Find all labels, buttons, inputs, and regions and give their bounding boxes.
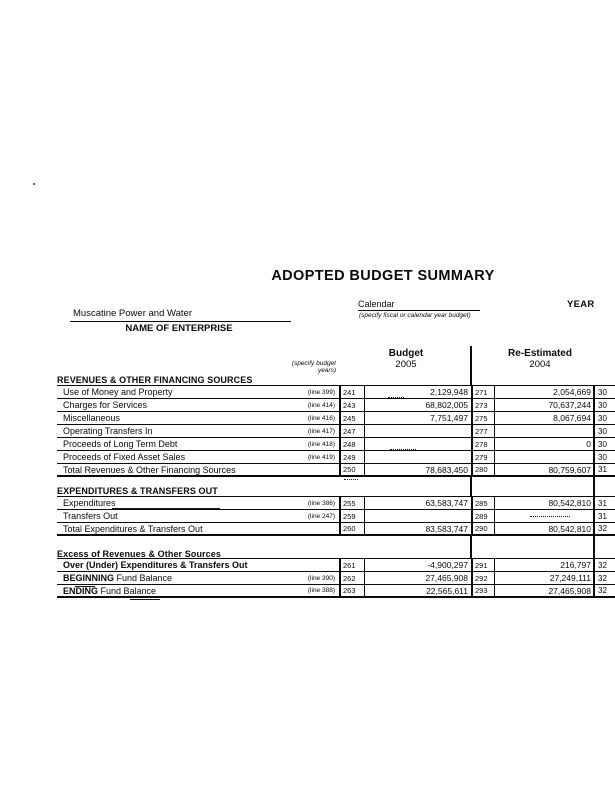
table-row (57, 559, 615, 572)
page-edge-line-number: 30 (593, 386, 615, 398)
budget-line-number: 255 (339, 497, 365, 509)
reestimated-line-number: 291 (471, 559, 495, 571)
row-label-cell (57, 585, 339, 596)
column-divider-rule (470, 346, 472, 385)
table-row (57, 438, 615, 451)
budget-value: 63,583,747 (425, 498, 468, 508)
line-ref: (line 247) (307, 512, 335, 520)
page-edge-line-number: 30 (593, 438, 615, 450)
row-label-cell (57, 510, 339, 522)
scan-artifact (344, 479, 358, 480)
scan-artifact (345, 584, 359, 585)
budget-line-number: 260 (339, 523, 365, 534)
column-divider-rule (593, 476, 595, 496)
table-row (57, 585, 615, 598)
page-edge-line-number: 30 (593, 451, 615, 463)
year-label: YEAR (567, 299, 595, 310)
page-title: ADOPTED BUDGET SUMMARY (271, 268, 495, 284)
page-edge-line-number: 31 (593, 464, 615, 475)
row-label: Miscellaneous (63, 413, 121, 423)
row-label: Proceeds of Fixed Asset Sales (63, 452, 186, 462)
section-header-expenditures: EXPENDITURES & TRANSFERS OUT (57, 486, 218, 496)
line-ref: (line 414) (307, 401, 335, 409)
budget-value (365, 425, 471, 437)
row-label: Proceeds of Long Term Debt (63, 439, 178, 449)
line-ref: (line 399) (307, 388, 335, 396)
column-divider-rule (593, 535, 595, 558)
reestimated-value: 80,759,607 (548, 464, 591, 475)
scan-artifact (390, 449, 416, 450)
reestimated-line-number: 273 (471, 399, 495, 411)
budget-line-number: 249 (339, 451, 365, 463)
budget-line-number: 263 (339, 585, 365, 596)
reestimated-value: 8,067,694 (553, 413, 591, 423)
reestimated-line-number: 271 (471, 386, 495, 398)
budget-value: 78,683,450 (425, 464, 468, 475)
row-label: Total Revenues & Other Financing Sources (63, 464, 236, 475)
page-edge-line-number: 32 (593, 585, 615, 596)
row-label: Charges for Services (63, 400, 148, 410)
budget-value: 7,751,497 (430, 413, 468, 423)
budget-value: 83,583,747 (425, 523, 468, 534)
page-edge-line-number: 30 (593, 412, 615, 424)
section-header-excess: Excess of Revenues & Other Sources (57, 549, 221, 559)
budget-value: -4,900,297 (427, 560, 468, 570)
line-ref: (line 418) (307, 440, 335, 448)
column-divider-rule (470, 476, 472, 496)
budget-value (365, 510, 471, 522)
reestimated-value (495, 425, 593, 437)
budget-line-number: 241 (339, 386, 365, 398)
page-edge-line-number: 31 (593, 497, 615, 509)
budget-value: 27,465,908 (425, 573, 468, 583)
budget-line-number: 261 (339, 559, 365, 571)
reestimated-value: 2,054,669 (553, 387, 591, 397)
row-label-bold: BEGINNING (63, 573, 115, 583)
row-label: Transfers Out (63, 511, 118, 521)
table-row (57, 386, 615, 399)
scan-artifact (530, 516, 570, 517)
budget-line-number: 259 (339, 510, 365, 522)
line-ref: (line 416) (307, 414, 335, 422)
page-edge-line-number: 30 (593, 425, 615, 437)
line-ref: (line 419) (307, 453, 335, 461)
row-label: Use of Money and Property (63, 387, 173, 397)
scan-artifact (388, 397, 404, 398)
reestimated-value: 0 (586, 439, 591, 449)
revenues-table (57, 385, 615, 477)
scan-artifact (33, 183, 35, 185)
table-row (57, 399, 615, 412)
row-label-cell (57, 399, 339, 411)
row-label-bold: ENDING (63, 585, 99, 596)
reestimated-column-year: 2004 (529, 359, 551, 370)
row-label-cell (57, 464, 339, 475)
column-divider-rule (470, 535, 472, 558)
row-label-cell (57, 523, 339, 534)
page-edge-line-number: 32 (593, 559, 615, 571)
reestimated-line-number: 277 (471, 425, 495, 437)
budget-value (365, 438, 471, 450)
budget-line-number: 245 (339, 412, 365, 424)
budget-line-number: 247 (339, 425, 365, 437)
scan-artifact (75, 586, 95, 587)
budget-line-number: 262 (339, 572, 365, 584)
line-ref: (line 390) (307, 574, 335, 582)
reestimated-line-number: 275 (471, 412, 495, 424)
reestimated-line-number: 289 (471, 510, 495, 522)
reestimated-column-label: Re-Estimated (508, 348, 572, 359)
budget-column-year: 2005 (395, 359, 417, 370)
line-ref: (line 417) (307, 427, 335, 435)
calendar-instruction-note: (specify fiscal or calendar year budget) (359, 312, 471, 319)
budget-value: 22,565,611 (426, 585, 468, 596)
budget-line-number: 250 (339, 464, 365, 475)
fund-balance-table (57, 558, 615, 598)
table-row (57, 451, 615, 464)
row-label-cell (57, 386, 339, 398)
row-label-cell (57, 559, 339, 571)
reestimated-line-number: 292 (471, 572, 495, 584)
budget-line-number: 248 (339, 438, 365, 450)
row-label-cell (57, 425, 339, 437)
reestimated-value: 27,465,908 (548, 585, 591, 596)
reestimated-line-number: 293 (471, 585, 495, 596)
page-edge-line-number: 32 (593, 523, 615, 534)
reestimated-line-number: 278 (471, 438, 495, 450)
line-ref: (line 388) (307, 587, 335, 594)
budget-column-header (358, 348, 454, 370)
reestimated-column-header (492, 348, 588, 370)
reestimated-value: 80,542,810 (548, 523, 591, 534)
row-label: Fund Balance (114, 573, 173, 583)
reestimated-line-number: 279 (471, 451, 495, 463)
budget-years-instruction-note: (specify budget years) (291, 360, 336, 374)
budget-value (365, 451, 471, 463)
budget-value: 2,129,948 (430, 387, 468, 397)
row-label: Expenditures (63, 498, 116, 508)
table-row (57, 464, 615, 477)
reestimated-value: 80,542,810 (548, 498, 591, 508)
page-edge-line-number: 30 (593, 399, 615, 411)
page-edge-line-number: 32 (593, 572, 615, 584)
row-label-cell (57, 572, 339, 584)
reestimated-value: 70,637,244 (548, 400, 591, 410)
row-label-cell (57, 451, 339, 463)
row-label: Operating Transfers In (63, 426, 153, 436)
enterprise-name-caption: NAME OF ENTERPRISE (125, 323, 233, 334)
page-edge-line-number: 31 (593, 510, 615, 522)
reestimated-line-number: 285 (471, 497, 495, 509)
reestimated-line-number: 280 (471, 464, 495, 475)
row-label: Total Expenditures & Transfers Out (63, 523, 203, 534)
scan-artifact (130, 599, 160, 600)
enterprise-name-fill-in: Muscatine Power and Water (70, 308, 291, 322)
table-row (57, 412, 615, 425)
budget-column-label: Budget (388, 348, 424, 359)
scan-artifact (112, 508, 220, 509)
row-label-cell (57, 412, 339, 424)
row-label: Fund Balance (98, 585, 157, 596)
calendar-fill-in: Calendar (358, 299, 480, 311)
reestimated-value (495, 451, 593, 463)
line-ref: (line 386) (307, 499, 335, 507)
budget-line-number: 243 (339, 399, 365, 411)
reestimated-line-number: 290 (471, 523, 495, 534)
row-label-cell (57, 438, 339, 450)
row-label-bold: Over (Under) Expenditures & Transfers Out (63, 560, 248, 570)
section-header-revenues: REVENUES & OTHER FINANCING SOURCES (57, 375, 253, 385)
budget-value: 68,802,005 (425, 400, 468, 410)
reestimated-value: 216,797 (560, 560, 591, 570)
reestimated-value: 27,249,111 (549, 573, 591, 583)
table-row (57, 425, 615, 438)
table-row (57, 572, 615, 585)
table-row (57, 523, 615, 536)
